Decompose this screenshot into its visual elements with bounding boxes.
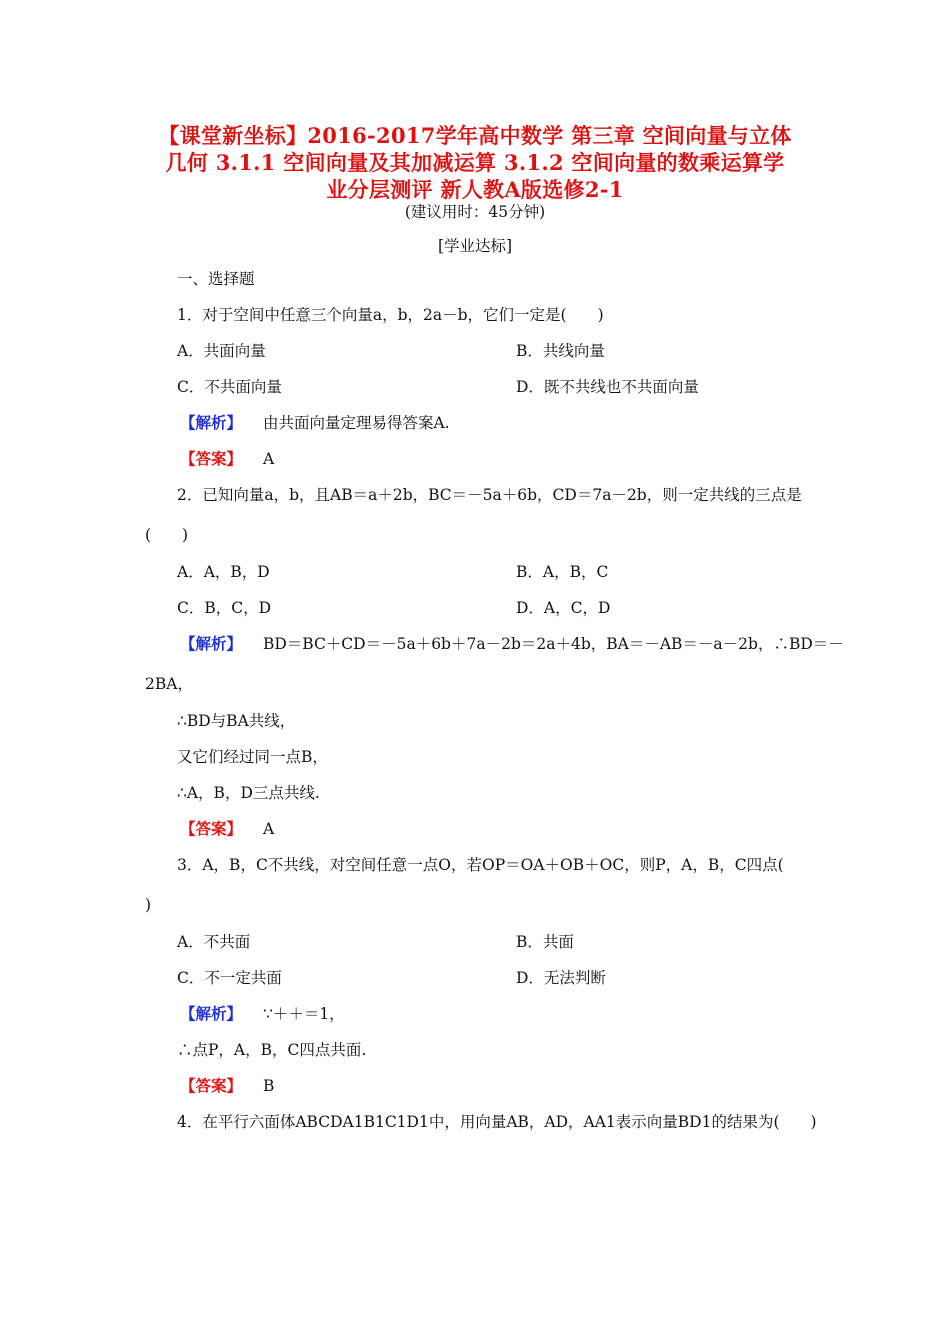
q2-option-c: C．B，C，D [177, 599, 272, 617]
q3-option-b: B．共面 [516, 933, 574, 951]
analysis-text: BD＝BC＋CD＝－5a＋6b＋7a－2b＝2a＋4b，BA＝－AB＝－a－2b，∴BD＝－ [262, 635, 844, 653]
q3-stem: 3．A，B，C不共线，对空间任意一点O，若OP＝OA＋OB＋OC，则P，A，B，C四点( [177, 856, 784, 874]
q1-option-b: B．共线向量 [516, 342, 605, 360]
q1-stem: 1．对于空间中任意三个向量a，b，2a－b，它们一定是( ) [177, 306, 604, 324]
document-title [140, 122, 810, 203]
q2-analysis-line-3: ∴BD与BA共线， [177, 712, 296, 730]
q2-analysis-line-2: 2BA， [145, 675, 193, 693]
analysis-tag: 【解析】 [180, 1004, 243, 1023]
answer-tag: 【答案】 [180, 819, 243, 838]
title-line-1: 【课堂新坐标】2016-2017学年高中数学 第三章 空间向量与立体 [158, 123, 792, 148]
title-line-2: 几何 3.1.1 空间向量及其加减运算 3.1.2 空间向量的数乘运算学 [165, 150, 785, 175]
q3-option-a: A．不共面 [177, 933, 251, 951]
q2-stem-cont: ( ) [145, 526, 189, 544]
q4-stem: 4．在平行六面体ABCDA1B1C1D1中，用向量AB，AD，AA1表示向量BD1的结果为( ) [177, 1113, 817, 1131]
q3-stem-cont: ) [145, 896, 152, 914]
q3-answer [180, 1076, 274, 1096]
q2-option-d: D．A，C，D [516, 599, 611, 617]
q2-option-b: B．A，B，C [516, 563, 609, 581]
q2-answer [180, 819, 274, 839]
answer-text: A [262, 820, 275, 838]
q3-analysis-line-2: ∴点P，A，B，C四点共面. [177, 1041, 367, 1059]
answer-text: A [262, 450, 275, 468]
analysis-text: 由共面向量定理易得答案A. [262, 414, 450, 432]
q3-option-d: D．无法判断 [516, 969, 606, 987]
q3-option-c: C．不一定共面 [177, 969, 282, 987]
answer-text: B [262, 1077, 275, 1095]
q2-option-a: A．A，B，D [177, 563, 270, 581]
q2-analysis-line-4: 又它们经过同一点B， [177, 748, 328, 766]
q1-answer [180, 449, 274, 469]
q1-option-a: A．共面向量 [177, 342, 266, 360]
time-note: (建议用时：45分钟) [404, 203, 546, 221]
q2-stem: 2．已知向量a，b，且AB＝a＋2b，BC＝－5a＋6b，CD＝7a－2b，则一定共线的三点是 [177, 486, 802, 504]
q2-analysis [180, 634, 844, 654]
q1-analysis [180, 413, 450, 433]
q2-analysis-line-5: ∴A，B，D三点共线. [177, 784, 320, 802]
analysis-text: ∵＋＋＝1， [262, 1005, 345, 1023]
q1-option-c: C．不共面向量 [177, 378, 282, 396]
part-heading: 一、选择题 [177, 270, 255, 288]
answer-tag: 【答案】 [180, 449, 243, 468]
analysis-tag: 【解析】 [180, 413, 243, 432]
q1-option-d: D．既不共线也不共面向量 [516, 378, 699, 396]
analysis-tag: 【解析】 [180, 634, 243, 653]
section-heading: [学业达标] [437, 237, 513, 255]
title-line-3: 业分层测评 新人教A版选修2-1 [326, 177, 624, 202]
q3-analysis [180, 1004, 345, 1024]
answer-tag: 【答案】 [180, 1076, 243, 1095]
